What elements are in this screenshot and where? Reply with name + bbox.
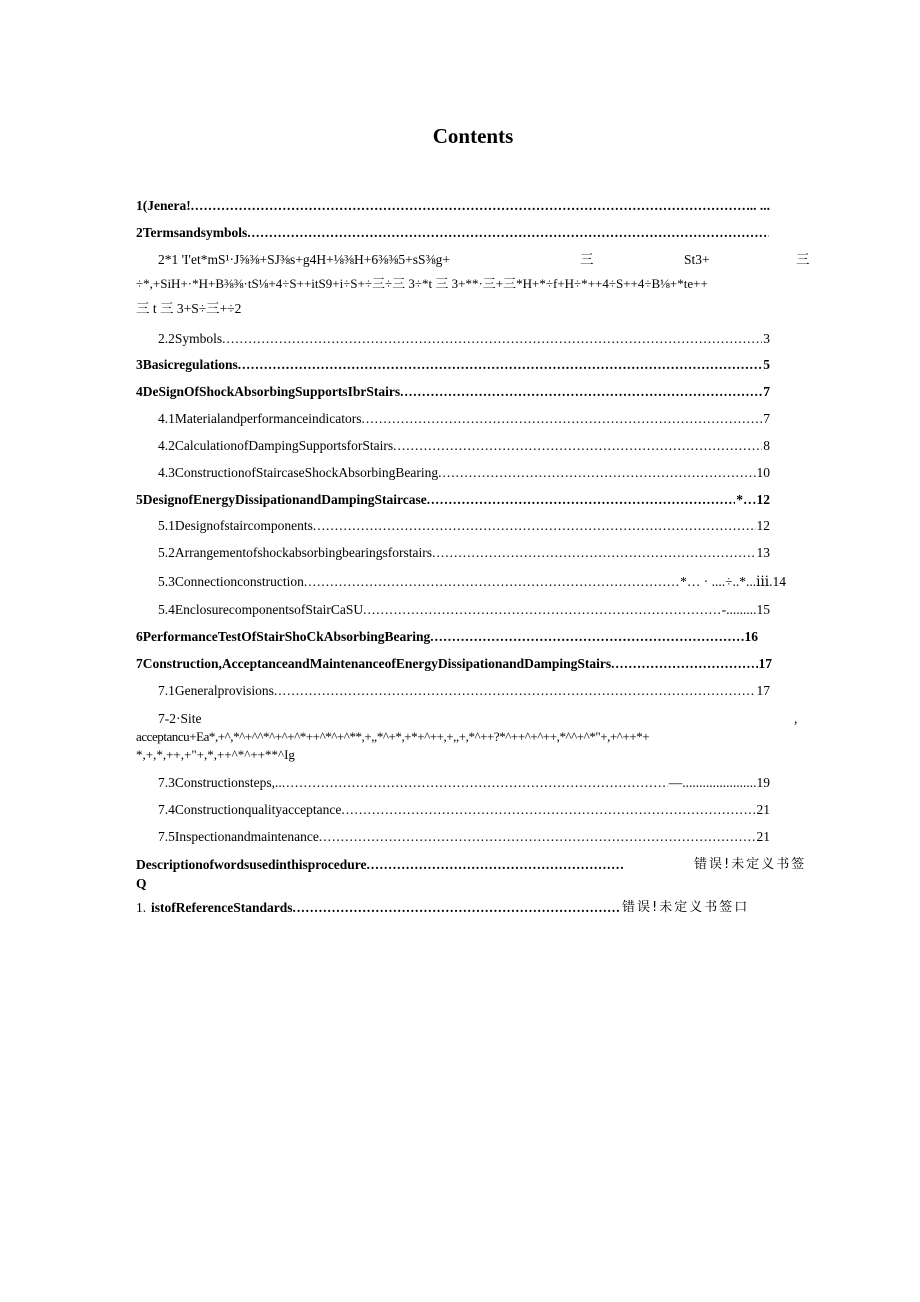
toc-entry-title: 5.3Connectionconstruction xyxy=(158,574,304,589)
toc-entry-symbols[interactable] xyxy=(158,329,770,349)
toc-entry-design-shock-supports[interactable] xyxy=(136,382,770,402)
toc-entry-reference-standards[interactable] xyxy=(151,898,621,918)
toc-entry-construction-steps[interactable] xyxy=(158,773,770,793)
toc-entry-title: 5.4EnclosurecomponentsofStairCaSU xyxy=(158,602,364,617)
toc-page-number: -.........15 xyxy=(721,602,770,617)
toc-entry-construction-acceptance[interactable] xyxy=(136,654,772,674)
toc-leader xyxy=(313,516,756,536)
toc-page-number: —......................19 xyxy=(668,775,770,790)
toc-error-bookmark: 错误!未定义书签口 xyxy=(622,900,750,915)
toc-entry-title: istofReferenceStandards xyxy=(151,900,293,915)
toc-page-number: 3 xyxy=(763,331,770,346)
toc-entry-title: 7Construction,AcceptanceandMaintenanceofEnergyDissipationandDampingStairs xyxy=(136,656,612,671)
toc-page-number: 8 xyxy=(763,438,770,453)
toc-page-number: 17 xyxy=(758,656,772,671)
toc-leader xyxy=(393,436,762,456)
toc-entry-energy-dissipation-design[interactable] xyxy=(136,490,770,510)
toc-entry-title: 4.3ConstructionofStaircaseShockAbsorbingBearing xyxy=(158,465,439,480)
toc-leader xyxy=(282,773,668,793)
toc-leader xyxy=(238,355,762,375)
toc-error-bookmark: 错误!未定义书签 xyxy=(694,857,807,872)
toc-entry-title: 1(Jenera! xyxy=(136,198,191,213)
toc-leader xyxy=(292,898,621,918)
toc-entry-title: 7.3Constructionsteps,.. xyxy=(158,775,282,790)
toc-entry-performance-test[interactable] xyxy=(136,627,758,647)
toc-page-number: *…12 xyxy=(736,492,770,507)
toc-entry-description-of-words[interactable] xyxy=(136,855,624,875)
toc-entry-damping-calculation[interactable] xyxy=(158,436,770,456)
toc-entry-enclosure-components[interactable] xyxy=(158,600,770,620)
toc-entry-general[interactable] xyxy=(136,196,770,216)
toc-leader xyxy=(430,627,743,647)
toc-page-number: 12 xyxy=(756,518,770,533)
toc-entry-7-2-comma: , xyxy=(794,711,798,726)
toc-entry-general-provisions[interactable] xyxy=(158,681,770,701)
toc-leader xyxy=(304,572,679,592)
toc-leader xyxy=(222,329,762,349)
toc-entry-2-1-line3: 三 t 三 3+S÷三+÷2 xyxy=(136,301,242,316)
toc-entry-title: 4.1Materialandperformanceindicators xyxy=(158,411,362,426)
toc-entry-title: 7.4Constructionqualityacceptance xyxy=(158,802,342,817)
toc-entry-title: Descriptionofwordsusedinthisprocedure xyxy=(136,857,367,872)
toc-leader xyxy=(341,800,755,820)
toc-page-number: *… · ....÷..*...ⅲ.14 xyxy=(680,574,786,589)
toc-entry-connection-construction[interactable] xyxy=(158,572,786,592)
toc-entry-title: 7.1Generalprovisions xyxy=(158,683,274,698)
toc-leader xyxy=(438,463,755,483)
toc-page-number: .. ... xyxy=(749,198,770,213)
toc-leader xyxy=(247,223,769,243)
toc-entry-7-2-line2: acceptancu+Ea*,+^,*^+^^*^+^+^*++^*^+^**,+,,*^+*,+*+^++,+,,+,*^++?*^++^+^++,*^^+^*"+,+^++*+ xyxy=(136,729,650,744)
toc-entry-title: 4DeSignOfShockAbsorbingSupportsIbrStairs xyxy=(136,384,401,399)
toc-entry-2-1-line1[interactable]: 2*1 'I'et*mS¹·J⅝⅜+SJ⅜s+g4H+⅛⅜H+6⅜⅜5+sS⅜g+ xyxy=(158,252,450,267)
toc-entry-title: 2.2Symbols xyxy=(158,331,223,346)
toc-page-number: 21 xyxy=(756,802,770,817)
toc-page-number: 10 xyxy=(756,465,770,480)
toc-leader xyxy=(319,827,756,847)
toc-leader xyxy=(363,600,721,620)
toc-leader xyxy=(191,196,749,216)
toc-leader xyxy=(611,654,757,674)
toc-page-number: 13 xyxy=(756,545,770,560)
toc-page-number: 7 xyxy=(763,411,770,426)
toc-entry-2-1-line2: ÷*,+SiH+·*H+B⅜⅜·tS⅛+4÷S++itS9+i÷S+÷三÷三 3÷*t 三 3+**·三+三*H+*÷f+H÷*++4÷S++4÷B⅛+*te++ xyxy=(136,276,708,291)
toc-entry-title: 4.2CalculationofDampingSupportsforStairs xyxy=(158,438,394,453)
toc-entry-stair-components[interactable] xyxy=(158,516,770,536)
toc-entry-title: 2Termsandsymbols xyxy=(136,225,248,240)
page-title: Contents xyxy=(432,124,514,148)
toc-entry-description-tail: Q xyxy=(136,876,147,891)
toc-entry-terms-and-symbols[interactable] xyxy=(136,223,770,243)
toc-entry-title: 6PerformanceTestOfStairShoCkAbsorbingBearing xyxy=(136,629,431,644)
toc-page-number: 5 xyxy=(763,357,770,372)
toc-entry-title: 7.5Inspectionandmaintenance xyxy=(158,829,319,844)
toc-entry-inspection-maintenance[interactable] xyxy=(158,827,770,847)
toc-entry-title: 5.1Designofstaircomponents xyxy=(158,518,313,533)
toc-entry-2-1-char-a: 三 xyxy=(580,252,594,267)
toc-entry-basic-regulations[interactable] xyxy=(136,355,770,375)
toc-leader xyxy=(432,543,755,563)
toc-leader xyxy=(427,490,735,510)
toc-leader xyxy=(362,409,763,429)
toc-page-number: 21 xyxy=(756,829,770,844)
toc-page-number: 17 xyxy=(756,683,770,698)
toc-leader xyxy=(274,681,756,701)
toc-entry-7-2-line1[interactable]: 7-2·Site xyxy=(158,711,202,726)
toc-leader xyxy=(400,382,762,402)
toc-entry-7-2-line3: *,+,*,++,+"+,*,++^*^++**^Ig xyxy=(136,747,295,762)
toc-entry-reference-prefix: 1. xyxy=(136,900,147,915)
toc-entry-title: 5.2Arrangementofshockabsorbingbearingsforstairs xyxy=(158,545,433,560)
toc-entry-quality-acceptance[interactable] xyxy=(158,800,770,820)
toc-entry-2-1-char-b: St3+ xyxy=(684,252,710,267)
toc-entry-materials[interactable] xyxy=(158,409,770,429)
toc-leader xyxy=(367,855,624,875)
toc-entry-bearing-construction[interactable] xyxy=(158,463,770,483)
toc-page-number: 16 xyxy=(744,629,758,644)
toc-page-number: 7 xyxy=(763,384,770,399)
toc-entry-bearing-arrangement[interactable] xyxy=(158,543,770,563)
toc-entry-title: 3Basicregulations xyxy=(136,357,238,372)
toc-entry-2-1-char-c: 三 xyxy=(796,252,810,267)
toc-entry-title: 5DesignofEnergyDissipationandDampingStaircase xyxy=(136,492,427,507)
